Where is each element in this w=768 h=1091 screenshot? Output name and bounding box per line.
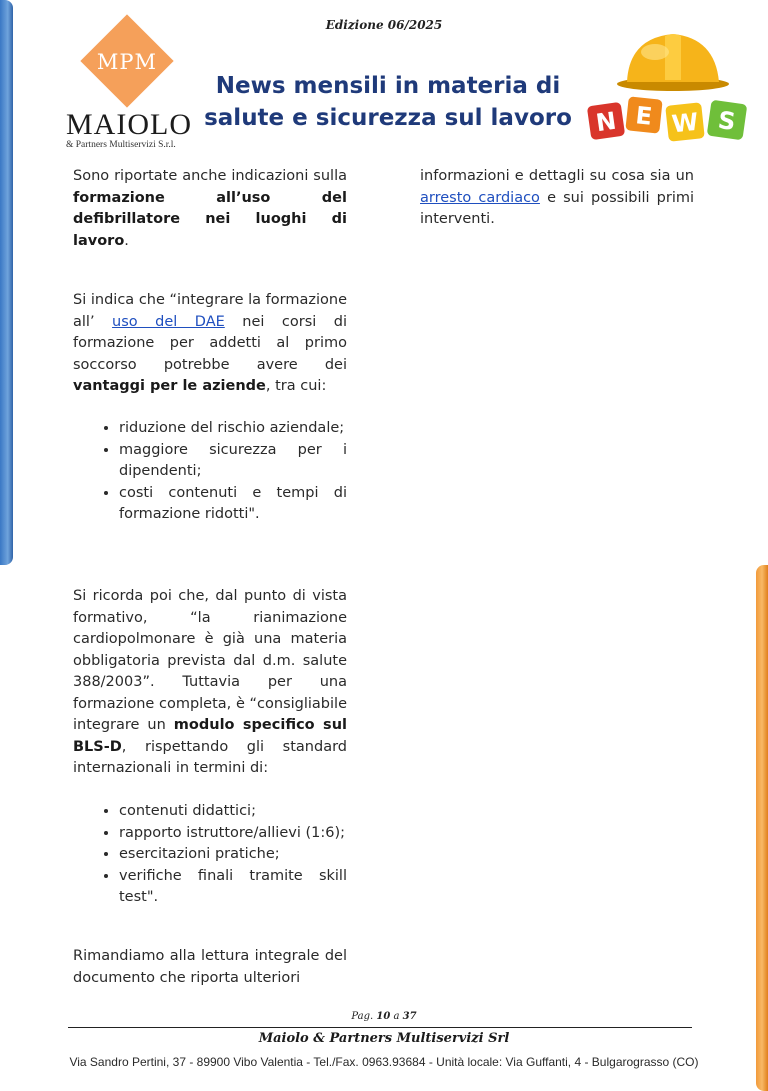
logo-subtitle: & Partners Multiservizi S.r.l. [66, 140, 176, 150]
news-letter-n: N [594, 106, 619, 138]
news-letter-s: S [716, 105, 738, 137]
news-helmet-illustration [585, 18, 755, 158]
text: nei corsi di formazione per addetti al primo soccorso potrebbe avere dei [73, 313, 347, 373]
company-logo [62, 22, 197, 152]
bold-text: modulo specifico sul BLS-D [73, 717, 347, 755]
text: Si indica che “integrare la formazione all’ [73, 292, 347, 330]
list-item: • contenuti didattici; [119, 801, 347, 823]
right-paragraph-1 [420, 166, 694, 231]
page-total: 37 [402, 1011, 417, 1022]
text: e sui possibili primi interventi. [420, 189, 695, 227]
footer-address: Via Sandro Pertini, 37 - 89900 Vibo Valentia - Tel./Fax. 0963.93684 - Unità locale: Via Guffanti, 4 - Bulgarograsso (CO) [69, 1055, 699, 1069]
left-paragraph-4 [73, 946, 347, 989]
left-paragraph-1 [73, 166, 347, 252]
logo-name: MAIOLO [66, 108, 192, 141]
page-label: Pag. [351, 1011, 374, 1022]
list-item: • costi contenuti e tempi di formazione ridotti". [119, 483, 347, 526]
helmet-highlight [641, 44, 669, 60]
helmet-ridge [665, 34, 681, 80]
bold-text: formazione all’uso del defibrillatore nei luoghi di lavoro [73, 189, 347, 249]
left-paragraph-3 [73, 586, 347, 780]
link-arresto-cardiaco[interactable]: arresto cardiaco [420, 189, 540, 206]
text: , tra cui: [265, 378, 327, 394]
page-number [0, 1011, 768, 1022]
left-paragraph-2 [73, 290, 347, 398]
page-separator: a [393, 1011, 400, 1022]
bold-text: vantaggi per le aziende [73, 378, 266, 394]
news-blocks [587, 96, 748, 141]
footer-divider [68, 1027, 692, 1028]
logo-mark: MPM [96, 50, 158, 74]
news-letter-e: E [634, 101, 654, 131]
text: . [124, 232, 129, 249]
news-letter-w: W [670, 107, 700, 139]
helmet-news-graphic [585, 18, 755, 158]
list-item: • rapporto istruttore/allievi (1:6); [119, 823, 347, 845]
list-item: • esercitazioni pratiche; [119, 844, 347, 866]
list-item: • verifiche finali tramite skill test". [119, 866, 347, 909]
edition-label: Edizione 06/2025 [325, 18, 443, 32]
footer-company-name: Maiolo & Partners Multiservizi Srl [258, 1031, 510, 1046]
newsletter-title: News mensili in materia di salute e sicurezza sul lavoro [204, 73, 572, 131]
text: Si ricorda poi che, dal punto di vista formativo, “la rianimazione cardiopolmonare è già una materia obbligatoria prevista dal d.m. salute 388/2003”. Tuttavia per una formazione completa, è “consigliabile integrare un [73, 588, 347, 733]
list-item: • maggiore sicurezza per i dipendenti; [119, 440, 347, 483]
benefits-list [73, 418, 347, 526]
link-uso-del-dae[interactable]: uso del DAE [112, 313, 225, 330]
text: informazioni e dettagli su cosa sia un [420, 168, 694, 184]
standards-list [73, 801, 347, 909]
left-decorative-bar [0, 0, 13, 565]
text: Sono riportate anche indicazioni sulla [73, 168, 347, 184]
page-current: 10 [376, 1011, 391, 1022]
list-item: • riduzione del rischio aziendale; [119, 418, 347, 440]
text: , rispettando gli standard internazionali in termini di: [73, 738, 347, 776]
text: Rimandiamo alla lettura integrale del documento che riporta ulteriori [73, 948, 347, 986]
